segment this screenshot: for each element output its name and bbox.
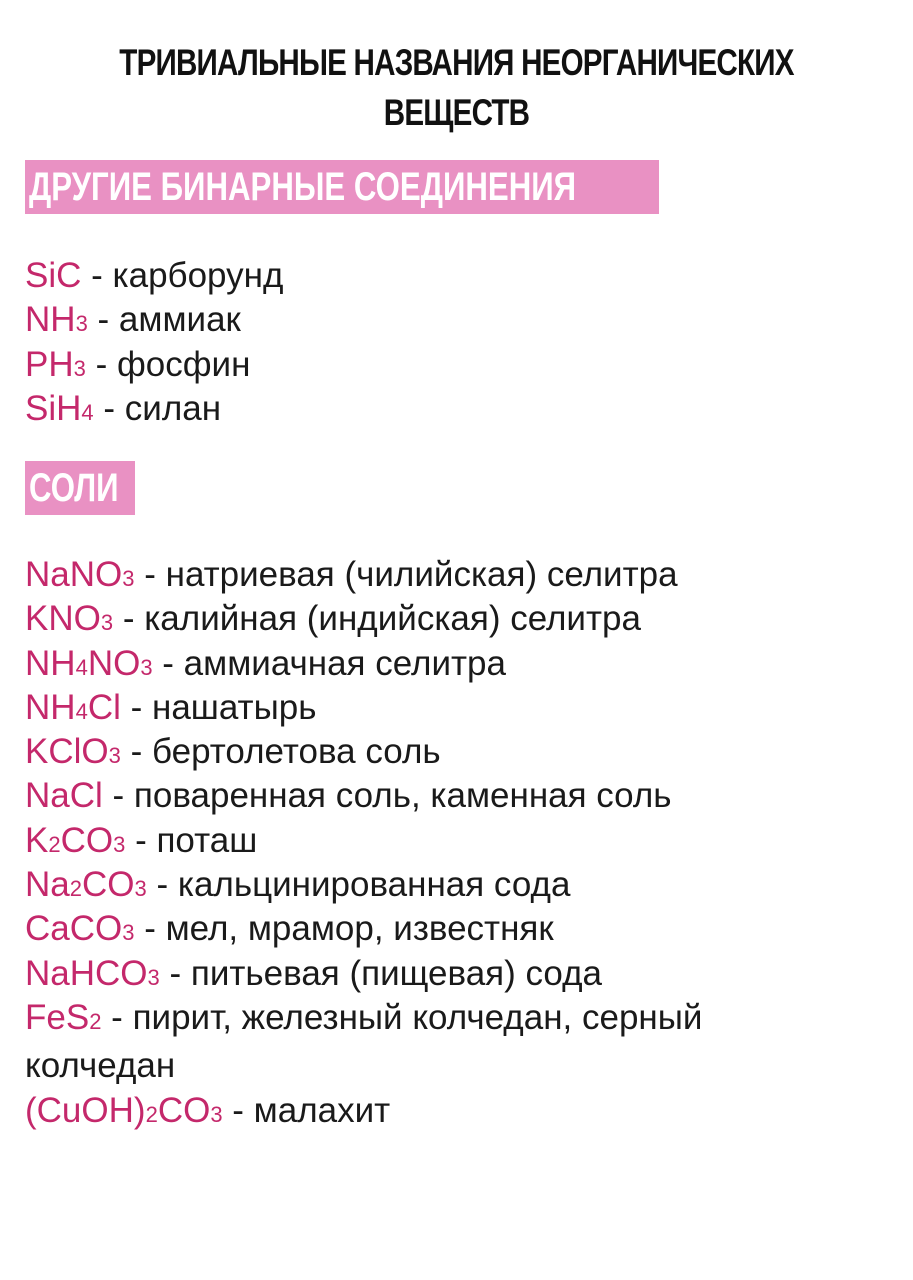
- formula-subscript: 3: [113, 831, 126, 857]
- trivial-name: кальцинированная сода: [177, 865, 571, 905]
- page-title: [91, 38, 821, 138]
- chemical-formula: [25, 256, 81, 295]
- formula-part: NaCl: [25, 776, 103, 816]
- formula-part: (CuOH): [25, 1090, 146, 1130]
- list-item: NH4NO3 - аммиачная селитра: [25, 643, 506, 683]
- formula-part: CO: [82, 865, 135, 905]
- list-item: CaCO3 - мел, мрамор, известняк: [25, 909, 554, 949]
- formula-part: SiH: [25, 388, 82, 428]
- trivial-name: натриевая (чилийская) селитра: [165, 555, 678, 594]
- trivial-name: силан: [124, 388, 222, 428]
- formula-subscript: 2: [89, 1008, 102, 1034]
- formula-subscript: 3: [108, 743, 121, 769]
- chemical-formula: [25, 300, 88, 339]
- formula-subscript: 3: [75, 311, 88, 337]
- list-item: K2CO3 - поташ: [25, 820, 258, 860]
- trivial-name: карборунд: [112, 256, 284, 295]
- formula-part: KClO: [25, 732, 109, 772]
- list-item: SiC - карборунд: [25, 256, 284, 295]
- list-item: NaNO3 - натриевая (чилийская) селитра: [25, 555, 678, 594]
- list-item: SiH4 - силан: [25, 388, 222, 428]
- chemical-formula: [25, 1091, 223, 1130]
- formula-part: NH: [25, 643, 76, 683]
- chemical-formula: [25, 732, 121, 771]
- section-header-label: ДРУГИЕ БИНАРНЫЕ СОЕДИНЕНИЯ: [29, 165, 577, 209]
- section-header-label: СОЛИ: [29, 466, 119, 510]
- trivial-name: мел, мрамор, известняк: [165, 909, 554, 949]
- formula-part: NH: [25, 300, 76, 340]
- trivial-name: калийная (индийская) селитра: [144, 599, 641, 639]
- chemical-formula: [25, 599, 113, 638]
- chemical-formula: [25, 389, 94, 428]
- formula-subscript: 4: [75, 698, 88, 724]
- trivial-name: аммиак: [118, 300, 241, 340]
- trivial-name: питьевая (пищевая) сода: [190, 953, 602, 993]
- formula-part: SiC: [25, 256, 82, 295]
- formula-part: CaCO: [25, 909, 123, 949]
- formula-part: NO: [87, 643, 141, 683]
- formula-part: Cl: [87, 687, 121, 727]
- list-item: (CuOH)2CO3 - малахит: [25, 1090, 391, 1130]
- formula-part: PH: [25, 344, 74, 384]
- trivial-name: малахит: [253, 1090, 391, 1130]
- chemical-formula: [25, 776, 103, 815]
- list-item: NaHCO3 - питьевая (пищевая) сода: [25, 953, 602, 993]
- formula-part: Na: [25, 865, 70, 905]
- list-item: PH3 - фосфин: [25, 344, 251, 384]
- formula-subscript: 3: [134, 876, 147, 902]
- list-item: Na2CO3 - кальцинированная сода: [25, 865, 571, 905]
- chemical-formula: [25, 909, 135, 948]
- list-item: NH3 - аммиак: [25, 300, 241, 340]
- formula-part: NaHCO: [25, 953, 148, 993]
- formula-part: K: [25, 820, 49, 860]
- chemical-formula: [25, 821, 125, 860]
- formula-subscript: 3: [122, 920, 135, 946]
- formula-part: CO: [60, 820, 114, 860]
- list-item: KNO3 - калийная (индийская) селитра: [25, 599, 641, 639]
- binary-compounds-list: [25, 254, 283, 431]
- formula-part: KNO: [25, 599, 101, 639]
- chemical-formula: [25, 998, 101, 1037]
- formula-subscript: 2: [69, 876, 82, 902]
- chemical-formula: [25, 345, 86, 384]
- trivial-name: пирит, железный колчедан, серный колчедан: [25, 997, 703, 1086]
- list-item: NaCl - поваренная соль, каменная соль: [25, 776, 672, 816]
- list-item: FeS2 - пирит, железный колчедан, серный колчедан: [25, 997, 703, 1086]
- chemical-formula: [25, 555, 135, 594]
- formula-subscript: 2: [48, 831, 61, 857]
- formula-subscript: 3: [147, 964, 160, 990]
- chemical-formula: [25, 688, 121, 727]
- trivial-name: поваренная соль, каменная соль: [133, 776, 672, 816]
- formula-part: FeS: [25, 997, 90, 1037]
- chemical-formula: [25, 954, 160, 993]
- trivial-name: бертолетова соль: [151, 732, 441, 772]
- formula-subscript: 3: [100, 610, 114, 636]
- formula-subscript: 2: [145, 1101, 158, 1127]
- chemical-formula: [25, 644, 153, 683]
- page-title-line-1: ТРИВИАЛЬНЫЕ НАЗВАНИЯ НЕОРГАНИЧЕСКИХ: [119, 42, 794, 83]
- page-title-line-2: ВЕЩЕСТВ: [383, 92, 530, 133]
- trivial-name: фосфин: [116, 344, 251, 384]
- chemical-formula: [25, 865, 147, 904]
- trivial-name: аммиачная селитра: [183, 643, 506, 683]
- formula-subscript: 3: [140, 654, 153, 680]
- trivial-name: нашатырь: [151, 687, 317, 727]
- formula-subscript: 3: [122, 566, 135, 591]
- list-item: NH4Cl - нашатырь: [25, 687, 317, 727]
- list-item: KClO3 - бертолетова соль: [25, 732, 441, 772]
- formula-subscript: 3: [210, 1101, 223, 1127]
- formula-part: NH: [25, 687, 76, 727]
- trivial-name: поташ: [156, 820, 258, 860]
- formula-subscript: 3: [73, 355, 86, 381]
- formula-subscript: 4: [75, 654, 88, 680]
- section-header-binary: [25, 160, 659, 214]
- formula-subscript: 4: [81, 399, 94, 425]
- formula-part: CO: [157, 1090, 211, 1130]
- salts-list: [25, 553, 845, 1133]
- formula-part: NaNO: [25, 555, 123, 594]
- section-header-salts: [25, 461, 135, 515]
